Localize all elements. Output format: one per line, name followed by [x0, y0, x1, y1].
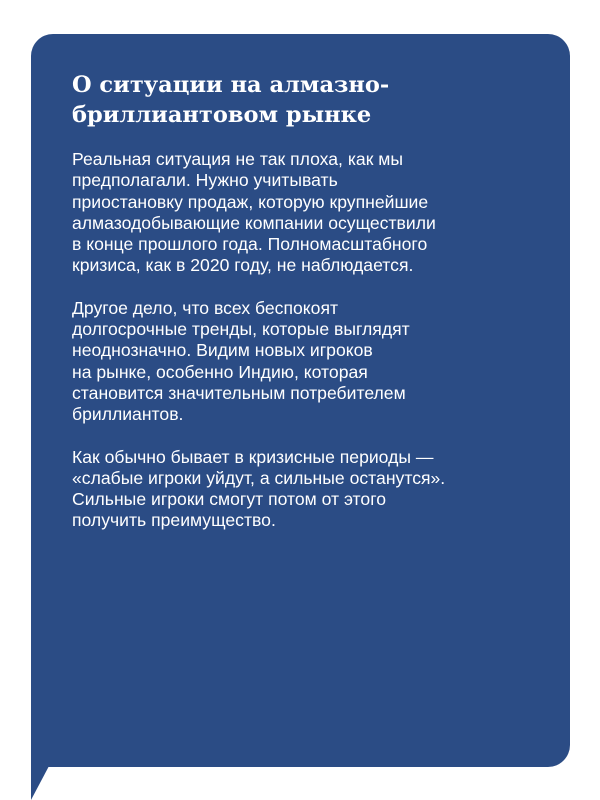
- text-line: Другое дело, что всех беспокоят: [72, 297, 339, 318]
- text-line: неоднозначно. Видим новых игроков: [72, 340, 373, 361]
- text-line: долгосрочные тренды, которые выглядят: [72, 319, 410, 340]
- text-line: Реальная ситуация не так плоха, как мы: [72, 149, 404, 169]
- text-line: алмазодобывающие компании осуществили: [72, 212, 436, 233]
- text-line: Как обычно бывает в кризисные периоды —: [72, 446, 434, 467]
- text-line: становится значительным потребителем: [72, 382, 406, 403]
- text-line: получить преимущество.: [72, 510, 276, 531]
- paragraph-3: [72, 447, 445, 532]
- card-body: [72, 149, 445, 553]
- text-line: «слабые игроки уйдут, а сильные останутся».: [72, 467, 446, 488]
- paragraph-2: [72, 298, 445, 426]
- text-line: в конце прошлого года. Полномасштабного: [72, 234, 428, 255]
- title-line: О ситуации на алмазно-: [72, 72, 390, 98]
- paragraph-1: [72, 149, 445, 277]
- speech-bubble-tail: [31, 766, 49, 800]
- text-line: Сильные игроки смогут потом от этого: [72, 489, 387, 510]
- text-line: кризиса, как в 2020 году, не наблюдается.: [72, 255, 414, 276]
- card-title: [72, 70, 389, 130]
- text-line: приостановку продаж, которую крупнейшие: [72, 191, 429, 212]
- text-line: бриллиантов.: [72, 404, 184, 425]
- text-line: предполагали. Нужно учитывать: [72, 170, 338, 191]
- text-line: на рынке, особенно Индию, которая: [72, 361, 368, 382]
- title-line: бриллиантовом рынке: [72, 102, 372, 128]
